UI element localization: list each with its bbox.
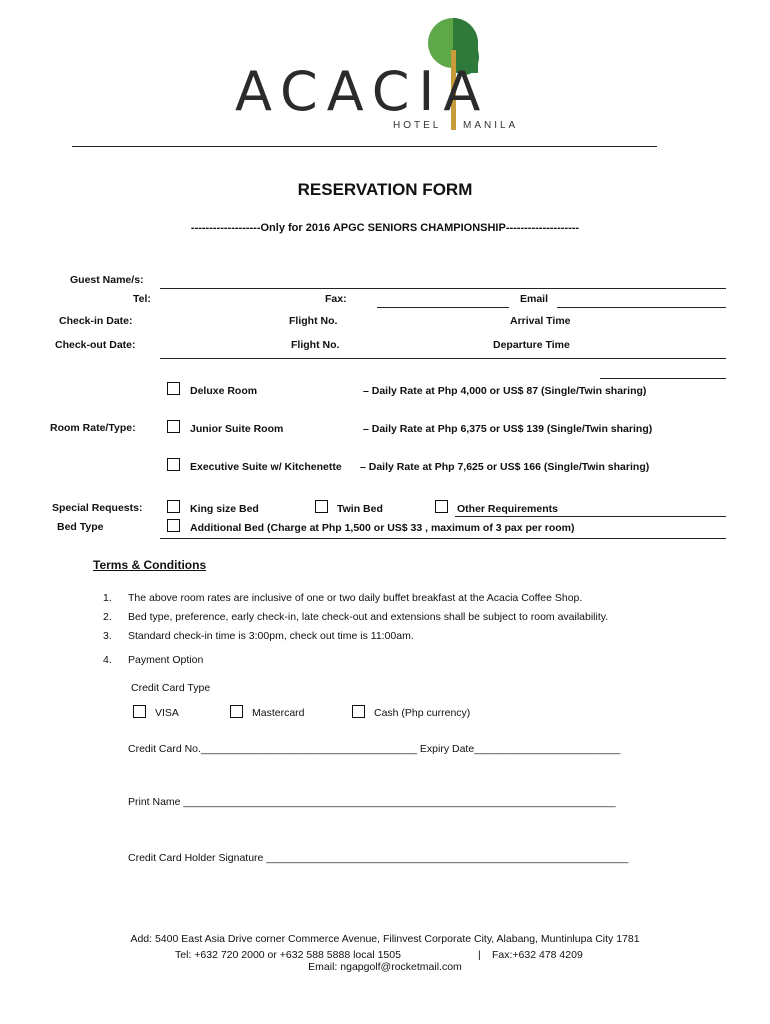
tel-label: Tel: (133, 293, 151, 305)
logo-city-text: MANILA (463, 120, 519, 131)
junior-suite-label: Junior Suite Room (190, 423, 284, 435)
footer-separator: | (478, 949, 481, 961)
footer-address: Add: 5400 East Asia Drive corner Commerce Avenue, Filinvest Corporate City, Alabang, Muntinlupa City 1781 (130, 933, 640, 945)
rate-top-line (600, 378, 726, 379)
king-bed-checkbox[interactable] (167, 500, 180, 513)
term-text-1: The above room rates are inclusive of one or two daily buffet breakfast at the Acacia Coffee Shop. (128, 592, 583, 604)
cash-label: Cash (Php currency) (374, 707, 471, 719)
flight-no-label-1: Flight No. (289, 315, 338, 327)
term-text-3: Standard check-in time is 3:00pm, check out time is 11:00am. (128, 630, 414, 642)
visa-label: VISA (155, 707, 179, 719)
term-text-4: Payment Option (128, 654, 204, 666)
twin-bed-label: Twin Bed (337, 503, 383, 515)
term-number-4: 4. (103, 654, 112, 666)
term-number-1: 1. (103, 592, 112, 604)
junior-suite-checkbox[interactable] (167, 420, 180, 433)
special-section-line (160, 538, 726, 539)
checkin-label: Check-in Date: (59, 315, 133, 327)
fax-line[interactable] (377, 307, 509, 308)
guest-name-label: Guest Name/s: (70, 274, 144, 286)
junior-suite-rate: – Daily Rate at Php 6,375 or US$ 139 (Single/Twin sharing) (363, 423, 653, 435)
departure-time-label: Departure Time (493, 339, 570, 351)
additional-bed-checkbox[interactable] (167, 519, 180, 532)
cash-checkbox[interactable] (352, 705, 365, 718)
terms-heading: Terms & Conditions (93, 558, 207, 572)
executive-suite-rate: – Daily Rate at Php 7,625 or US$ 166 (Single/Twin sharing) (360, 461, 650, 473)
signature-field[interactable]: Credit Card Holder Signature ______________________________________________________________ (128, 852, 629, 864)
flight-no-label-2: Flight No. (291, 339, 340, 351)
credit-card-number-field[interactable]: Credit Card No._____________________________________ Expiry Date_________________________ (128, 743, 621, 755)
hotel-logo (235, 15, 535, 135)
executive-suite-label: Executive Suite w/ Kitchenette (190, 461, 342, 473)
footer-tel: Tel: +632 720 2000 or +632 588 5888 local 1505 (175, 949, 401, 961)
executive-suite-checkbox[interactable] (167, 458, 180, 471)
fax-label: Fax: (325, 293, 347, 305)
guest-name-line[interactable] (160, 288, 726, 289)
other-requirements-line (455, 516, 726, 517)
additional-bed-label: Additional Bed (Charge at Php 1,500 or US$ 33 , maximum of 3 pax per room) (190, 522, 575, 534)
visa-checkbox[interactable] (133, 705, 146, 718)
mastercard-label: Mastercard (252, 707, 305, 719)
header-divider (72, 146, 657, 147)
other-requirements-checkbox[interactable] (435, 500, 448, 513)
special-requests-label: Special Requests: (52, 502, 143, 514)
deluxe-room-checkbox[interactable] (167, 382, 180, 395)
room-rate-label: Room Rate/Type: (50, 422, 136, 434)
arrival-time-label: Arrival Time (510, 315, 571, 327)
king-bed-label: King size Bed (190, 503, 259, 515)
print-name-field[interactable]: Print Name __________________________________________________________________________ (128, 796, 616, 808)
guest-section-line (160, 358, 726, 359)
credit-card-type-label: Credit Card Type (131, 682, 211, 694)
email-line[interactable] (557, 307, 726, 308)
deluxe-room-rate: – Daily Rate at Php 4,000 or US$ 87 (Single/Twin sharing) (363, 385, 647, 397)
other-requirements-label: Other Requirements (457, 503, 558, 515)
checkout-label: Check-out Date: (55, 339, 136, 351)
form-subtitle: -------------------Only for 2016 APGC SENIORS CHAMPIONSHIP-------------------- (190, 222, 580, 234)
footer-fax: Fax:+632 478 4209 (492, 949, 583, 961)
form-title: RESERVATION FORM (297, 180, 473, 199)
term-number-3: 3. (103, 630, 112, 642)
term-text-2: Bed type, preference, early check-in, late check-out and extensions shall be subject to room availability. (128, 611, 609, 623)
twin-bed-checkbox[interactable] (315, 500, 328, 513)
term-number-2: 2. (103, 611, 112, 623)
mastercard-checkbox[interactable] (230, 705, 243, 718)
email-label: Email (520, 293, 549, 305)
logo-wordmark: ACACIA (235, 60, 490, 123)
logo-hotel-text: HOTEL (393, 120, 442, 131)
footer-email: Email: ngapgolf@rocketmail.com (308, 961, 462, 973)
bed-type-label: Bed Type (57, 521, 104, 533)
deluxe-room-label: Deluxe Room (190, 385, 258, 397)
